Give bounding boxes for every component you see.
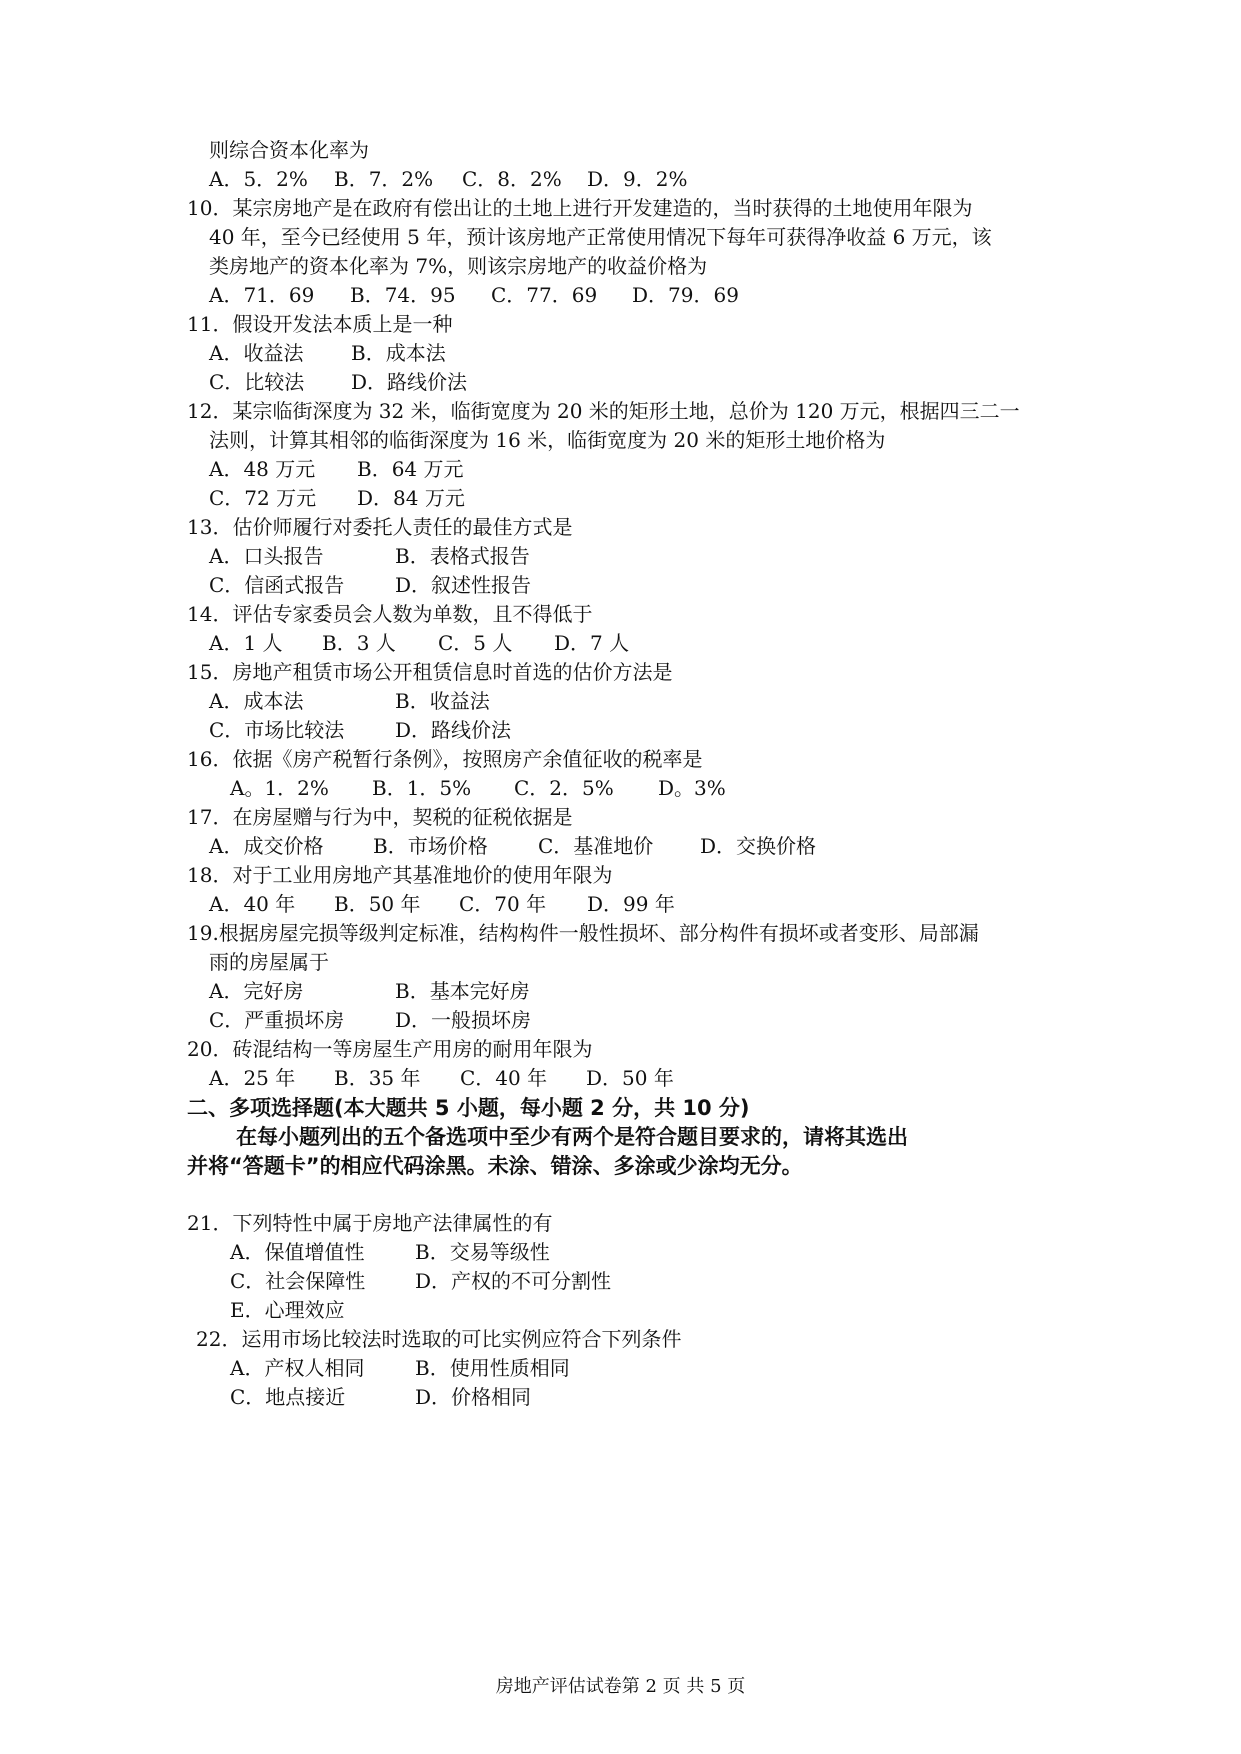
q19-stem-line2: 雨的房屋属于 [209,950,329,974]
q12-options-row1 [209,456,464,482]
q15-option-d[interactable]: D．路线价法 [395,718,512,742]
q10-stem-line3: 类房地产的资本化率为 7%，则该宗房地产的收益价格为 [209,254,708,278]
q16-option-d[interactable]: D。3% [658,776,726,800]
q20-option-a[interactable]: A．25 年 [209,1066,296,1090]
q14-option-b[interactable]: B．3 人 [322,631,396,655]
q21-options-row2 [230,1268,611,1294]
q12-option-b[interactable]: B．64 万元 [357,457,464,481]
q20-stem: 20．砖混结构一等房屋生产用房的耐用年限为 [187,1037,593,1061]
section-2-title: 二、多项选择题(本大题共 5 小题，每小题 2 分，共 10 分) [187,1096,750,1120]
q19-stem-line1: 19.根据房屋完损等级判定标准，结构构件一般性损坏、部分构件有损坏或者变形、局部漏 [187,921,979,945]
q20-option-b[interactable]: B．35 年 [334,1066,421,1090]
q18-option-c[interactable]: C．70 年 [459,892,547,916]
q16-option-b[interactable]: B．1．5% [372,776,472,800]
q17-option-c[interactable]: C．基准地价 [538,834,654,858]
q12-options-row2 [209,485,465,511]
q11-option-b[interactable]: B．成本法 [351,341,446,365]
q17-options [209,833,816,859]
q15-stem: 15．房地产租赁市场公开租赁信息时首选的估价方法是 [187,660,673,684]
q11-option-c[interactable]: C．比较法 [209,370,305,394]
q19-option-d[interactable]: D．一般损坏房 [395,1008,532,1032]
section-2-instruction-line2: 并将“答题卡”的相应代码涂黑。未涂、错涂、多涂或少涂均无分。 [187,1154,803,1178]
q11-option-a[interactable]: A．收益法 [209,341,304,365]
q14-stem: 14．评估专家委员会人数为单数，且不得低于 [187,602,593,626]
q21-option-b[interactable]: B．交易等级性 [415,1240,550,1264]
q15-options-row1 [209,688,490,714]
q10-stem-line1: 10．某宗房地产是在政府有偿出让的土地上进行开发建造的，当时获得的土地使用年限为 [187,196,973,220]
q19-option-a[interactable]: A．完好房 [209,979,304,1003]
q12-option-c[interactable]: C．72 万元 [209,486,317,510]
q11-stem: 11．假设开发法本质上是一种 [187,312,453,336]
q21-option-a[interactable]: A．保值增值性 [230,1240,365,1264]
q15-option-c[interactable]: C．市场比较法 [209,718,345,742]
q9-stem-continuation: 则综合资本化率为 [209,138,369,162]
q20-option-c[interactable]: C．40 年 [460,1066,548,1090]
q9-options [209,166,688,192]
q18-stem: 18．对于工业用房地产其基准地价的使用年限为 [187,863,613,887]
q9-option-d[interactable]: D．9．2% [587,167,688,191]
q10-option-a[interactable]: A．71．69 [209,283,315,307]
q21-stem: 21．下列特性中属于房地产法律属性的有 [187,1211,553,1235]
q10-options [209,282,739,308]
q18-options [209,891,675,917]
q11-option-d[interactable]: D．路线价法 [351,370,468,394]
q14-option-c[interactable]: C．5 人 [438,631,513,655]
q22-option-c[interactable]: C．地点接近 [230,1385,346,1409]
q9-option-b[interactable]: B．7．2% [334,167,434,191]
q14-option-d[interactable]: D．7 人 [554,631,630,655]
q16-options [230,775,726,801]
q10-stem-line2: 40 年，至今已经使用 5 年，预计该房地产正常使用情况下每年可获得净收益 6 万元，该 [209,225,992,249]
q15-option-b[interactable]: B．收益法 [395,689,490,713]
q13-options-row1 [209,543,530,569]
q17-option-b[interactable]: B．市场价格 [373,834,488,858]
q22-options-row1 [230,1355,570,1381]
q22-option-b[interactable]: B．使用性质相同 [415,1356,570,1380]
q10-option-c[interactable]: C．77．69 [491,283,598,307]
section-2-instruction-line1: 在每小题列出的五个备选项中至少有两个是符合题目要求的，请将其选出 [236,1125,908,1149]
q10-option-b[interactable]: B．74．95 [350,283,456,307]
q19-option-b[interactable]: B．基本完好房 [395,979,530,1003]
q15-options-row2 [209,717,511,743]
q13-option-d[interactable]: D．叙述性报告 [395,573,532,597]
q14-options [209,630,629,656]
q22-options-row2 [230,1384,531,1410]
q20-options [209,1065,674,1091]
q12-option-a[interactable]: A．48 万元 [209,457,316,481]
q16-option-a[interactable]: A。1．2% [230,776,329,800]
q18-option-a[interactable]: A．40 年 [209,892,296,916]
q10-option-d[interactable]: D．79．69 [632,283,739,307]
q12-option-d[interactable]: D．84 万元 [357,486,465,510]
q20-option-d[interactable]: D．50 年 [586,1066,674,1090]
q22-option-a[interactable]: A．产权人相同 [230,1356,365,1380]
q11-options-row2 [209,369,467,395]
q13-option-b[interactable]: B．表格式报告 [395,544,530,568]
q12-stem-line2: 法则，计算其相邻的临街深度为 16 米，临街宽度为 20 米的矩形土地价格为 [209,428,886,452]
q22-option-d[interactable]: D．价格相同 [415,1385,532,1409]
q15-option-a[interactable]: A．成本法 [209,689,304,713]
q16-option-c[interactable]: C．2．5% [514,776,614,800]
q19-option-c[interactable]: C．严重损坏房 [209,1008,345,1032]
q16-stem: 16．依据《房产税暂行条例》，按照房产余值征收的税率是 [187,747,703,771]
q9-option-a[interactable]: A．5．2% [209,167,308,191]
q9-option-c[interactable]: C．8．2% [462,167,562,191]
q21-option-d[interactable]: D．产权的不可分割性 [415,1269,612,1293]
q21-option-e[interactable]: E．心理效应 [230,1298,345,1322]
q17-stem: 17．在房屋赠与行为中，契税的征税依据是 [187,805,573,829]
q21-options-row1 [230,1239,550,1265]
q13-option-c[interactable]: C．信函式报告 [209,573,345,597]
q17-option-a[interactable]: A．成交价格 [209,834,324,858]
q18-option-d[interactable]: D．99 年 [587,892,675,916]
q22-stem: 22．运用市场比较法时选取的可比实例应符合下列条件 [196,1327,682,1351]
q17-option-d[interactable]: D．交换价格 [700,834,817,858]
q19-options-row2 [209,1007,531,1033]
q13-stem: 13．估价师履行对委托人责任的最佳方式是 [187,515,573,539]
q13-option-a[interactable]: A．口头报告 [209,544,324,568]
q21-option-c[interactable]: C．社会保障性 [230,1269,366,1293]
q19-options-row1 [209,978,530,1004]
q14-option-a[interactable]: A．1 人 [209,631,283,655]
q11-options-row1 [209,340,446,366]
q12-stem-line1: 12．某宗临街深度为 32 米，临街宽度为 20 米的矩形土地，总价为 120 万元，根据四三二一 [187,399,1020,423]
page-footer: 房地产评估试卷第 2 页 共 5 页 [495,1676,746,1697]
q13-options-row2 [209,572,531,598]
q18-option-b[interactable]: B．50 年 [334,892,421,916]
